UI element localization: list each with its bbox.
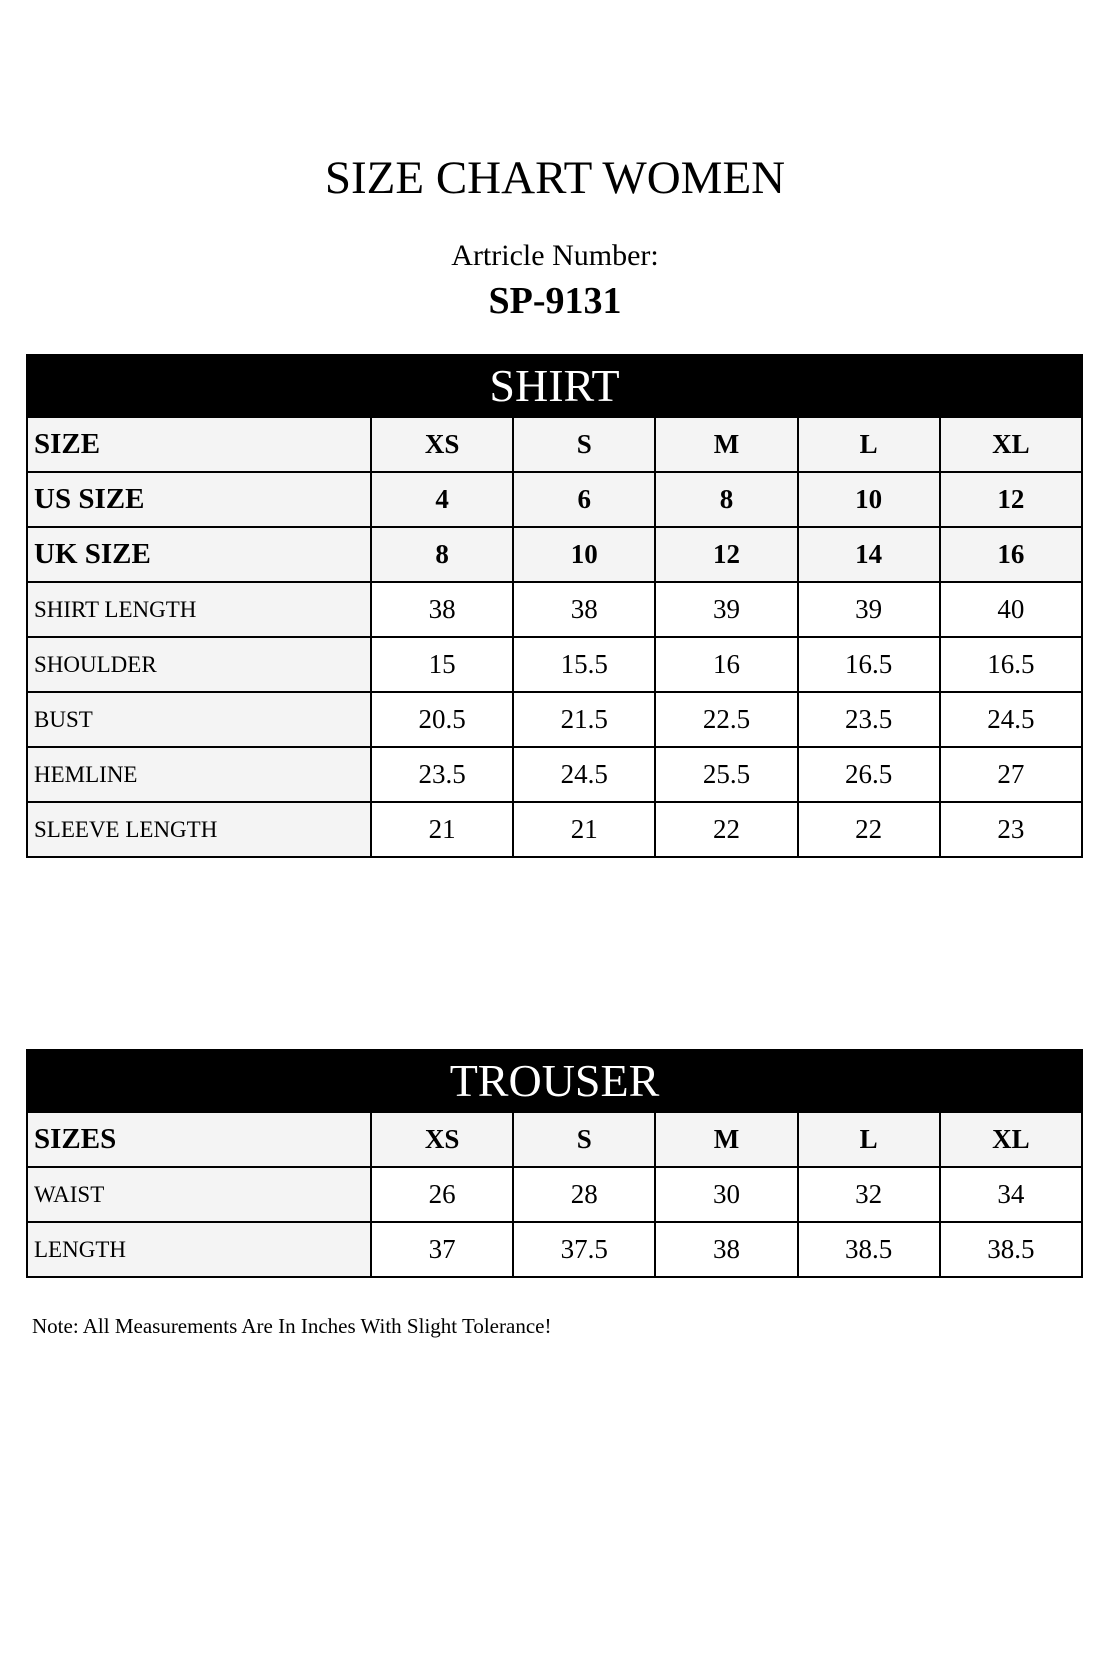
table-cell: 21.5 [513, 692, 655, 747]
table-row [27, 582, 1082, 637]
table-cell: XL [940, 1112, 1082, 1167]
table-cell: 27 [940, 747, 1082, 802]
table-row [27, 692, 1082, 747]
trouser-size-table [26, 1111, 1083, 1278]
table-cell: 4 [371, 472, 513, 527]
table-cell: 38 [513, 582, 655, 637]
table-cell: M [655, 1112, 797, 1167]
table-cell: L [798, 417, 940, 472]
table-cell: 10 [798, 472, 940, 527]
table-cell: 15.5 [513, 637, 655, 692]
table-cell: 28 [513, 1167, 655, 1222]
table-cell: 22 [655, 802, 797, 857]
table-cell: 38 [655, 1222, 797, 1277]
table-cell: 38.5 [940, 1222, 1082, 1277]
table-cell: 23 [940, 802, 1082, 857]
table-cell: 16.5 [940, 637, 1082, 692]
table-cell: 23.5 [798, 692, 940, 747]
table-cell: 10 [513, 527, 655, 582]
trouser-section-title: TROUSER [26, 1049, 1083, 1111]
table-cell: 21 [371, 802, 513, 857]
article-number: SP-9131 [488, 280, 622, 322]
table-cell: 16 [940, 527, 1082, 582]
shirt-size-section [26, 354, 1083, 858]
table-cell: 25.5 [655, 747, 797, 802]
table-cell: 30 [655, 1167, 797, 1222]
table-cell: 22 [798, 802, 940, 857]
table-cell: 39 [655, 582, 797, 637]
row-label: UK SIZE [27, 527, 371, 582]
row-label: US SIZE [27, 472, 371, 527]
table-row [27, 802, 1082, 857]
shirt-section-title: SHIRT [26, 354, 1083, 416]
table-cell: M [655, 417, 797, 472]
row-label: SLEEVE LENGTH [27, 802, 371, 857]
measurement-note: Note: All Measurements Are In Inches With Slight Tolerance! [32, 1314, 552, 1338]
table-row [27, 527, 1082, 582]
row-label: SHIRT LENGTH [27, 582, 371, 637]
table-cell: 34 [940, 1167, 1082, 1222]
table-cell: 12 [940, 472, 1082, 527]
table-cell: 26.5 [798, 747, 940, 802]
article-number-label: Artricle Number: [451, 239, 659, 272]
page-title: SIZE CHART WOMEN [324, 152, 786, 204]
table-row [27, 637, 1082, 692]
row-label: BUST [27, 692, 371, 747]
table-cell: 37.5 [513, 1222, 655, 1277]
row-label: SIZES [27, 1112, 371, 1167]
table-cell: 37 [371, 1222, 513, 1277]
shirt-size-table [26, 416, 1083, 858]
table-cell: 38.5 [798, 1222, 940, 1277]
table-row [27, 747, 1082, 802]
table-cell: 39 [798, 582, 940, 637]
row-label: SHOULDER [27, 637, 371, 692]
table-cell: 38 [371, 582, 513, 637]
row-label: HEMLINE [27, 747, 371, 802]
table-cell: 8 [655, 472, 797, 527]
table-row [27, 1112, 1082, 1167]
table-cell: 12 [655, 527, 797, 582]
table-cell: 6 [513, 472, 655, 527]
table-cell: 24.5 [940, 692, 1082, 747]
trouser-size-section [26, 1049, 1083, 1278]
table-row [27, 417, 1082, 472]
table-cell: L [798, 1112, 940, 1167]
row-label: SIZE [27, 417, 371, 472]
table-cell: 20.5 [371, 692, 513, 747]
table-cell: 15 [371, 637, 513, 692]
table-cell: 21 [513, 802, 655, 857]
table-cell: S [513, 1112, 655, 1167]
table-cell: 14 [798, 527, 940, 582]
table-cell: 16 [655, 637, 797, 692]
table-cell: XS [371, 417, 513, 472]
table-cell: 32 [798, 1167, 940, 1222]
table-cell: S [513, 417, 655, 472]
table-cell: 23.5 [371, 747, 513, 802]
table-cell: XS [371, 1112, 513, 1167]
table-cell: 24.5 [513, 747, 655, 802]
row-label: LENGTH [27, 1222, 371, 1277]
table-cell: 26 [371, 1167, 513, 1222]
table-cell: XL [940, 417, 1082, 472]
table-cell: 40 [940, 582, 1082, 637]
table-row [27, 1222, 1082, 1277]
row-label: WAIST [27, 1167, 371, 1222]
table-cell: 8 [371, 527, 513, 582]
table-row [27, 1167, 1082, 1222]
table-cell: 22.5 [655, 692, 797, 747]
table-row [27, 472, 1082, 527]
table-cell: 16.5 [798, 637, 940, 692]
